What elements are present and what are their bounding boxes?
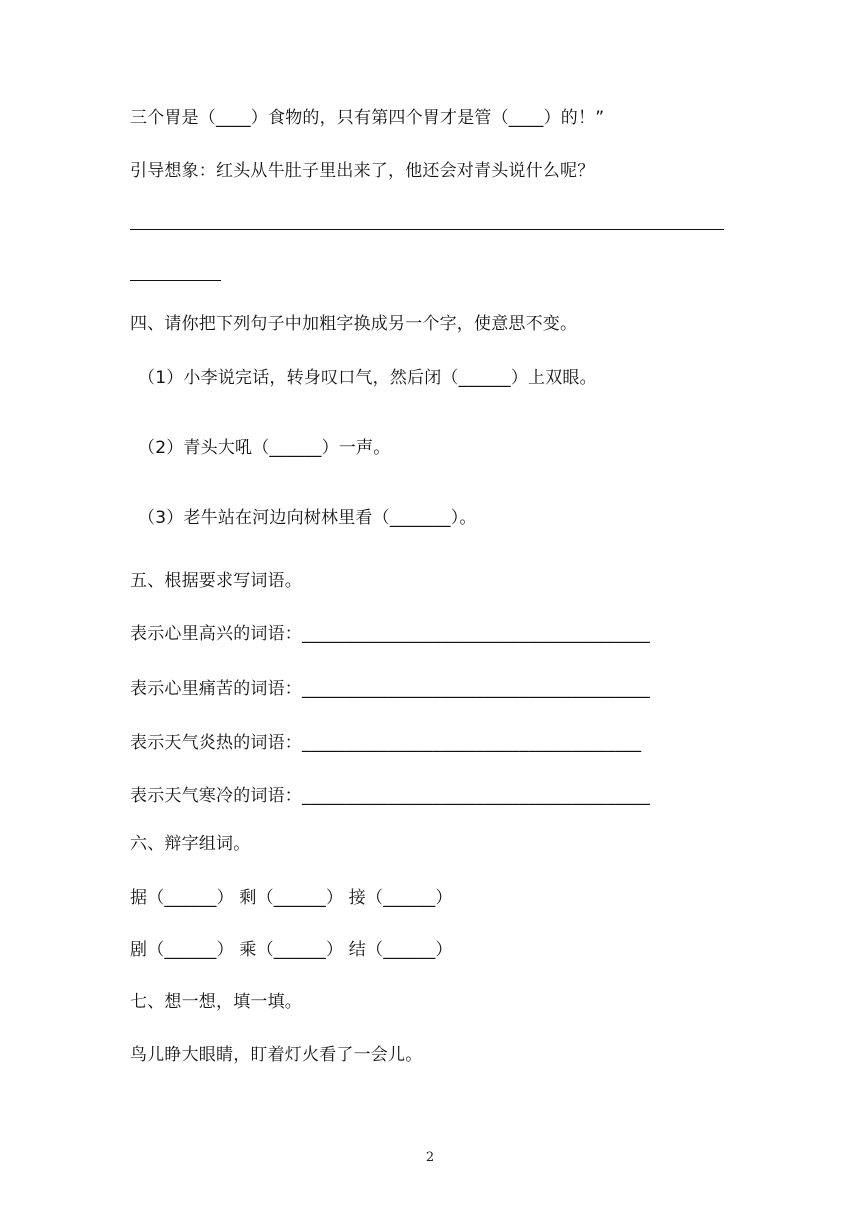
page-number: 2 [425, 1150, 435, 1165]
section-seven-heading: 七、想一想，填一填。 [130, 992, 302, 1012]
section-five-heading: 五、根据要求写词语。 [130, 571, 302, 591]
question-4-1: （1）小李说完话，转身叹口气，然后闭（______）上双眼。 [138, 368, 597, 388]
char-row-1: 据（______） 剩（______） 接（______） [130, 888, 453, 908]
char-row-2: 剧（______） 乘（______） 结（______） [130, 940, 453, 960]
words-cold: 表示天气寒冷的词语：________________________________________ [130, 786, 650, 806]
words-pain: 表示心里痛苦的词语：________________________________________ [130, 679, 650, 699]
question-4-2: （2）青头大吼（______）一声。 [138, 438, 391, 458]
section-four-heading: 四、请你把下列句子中加粗字换成另一个字，使意思不变。 [130, 314, 578, 334]
words-hot: 表示天气炎热的词语：_______________________________________ [130, 733, 642, 753]
text-line-guide-imagine: 引导想象：红头从牛肚子里出来了，他还会对青头说什么呢？ [130, 161, 595, 181]
text-line-bird: 鸟儿睁大眼睛，盯着灯火看了一会儿。 [130, 1045, 423, 1065]
answer-line-long [130, 229, 724, 230]
section-six-heading: 六、辩字组词。 [130, 834, 251, 854]
text-line-stomach: 三个胃是（____）食物的，只有第四个胃才是管（____）的！” [130, 108, 605, 128]
words-happy: 表示心里高兴的词语：________________________________________ [130, 624, 650, 644]
answer-line-short [130, 280, 221, 281]
question-4-3: （3）老牛站在河边向树林里看（_______）。 [138, 508, 477, 528]
